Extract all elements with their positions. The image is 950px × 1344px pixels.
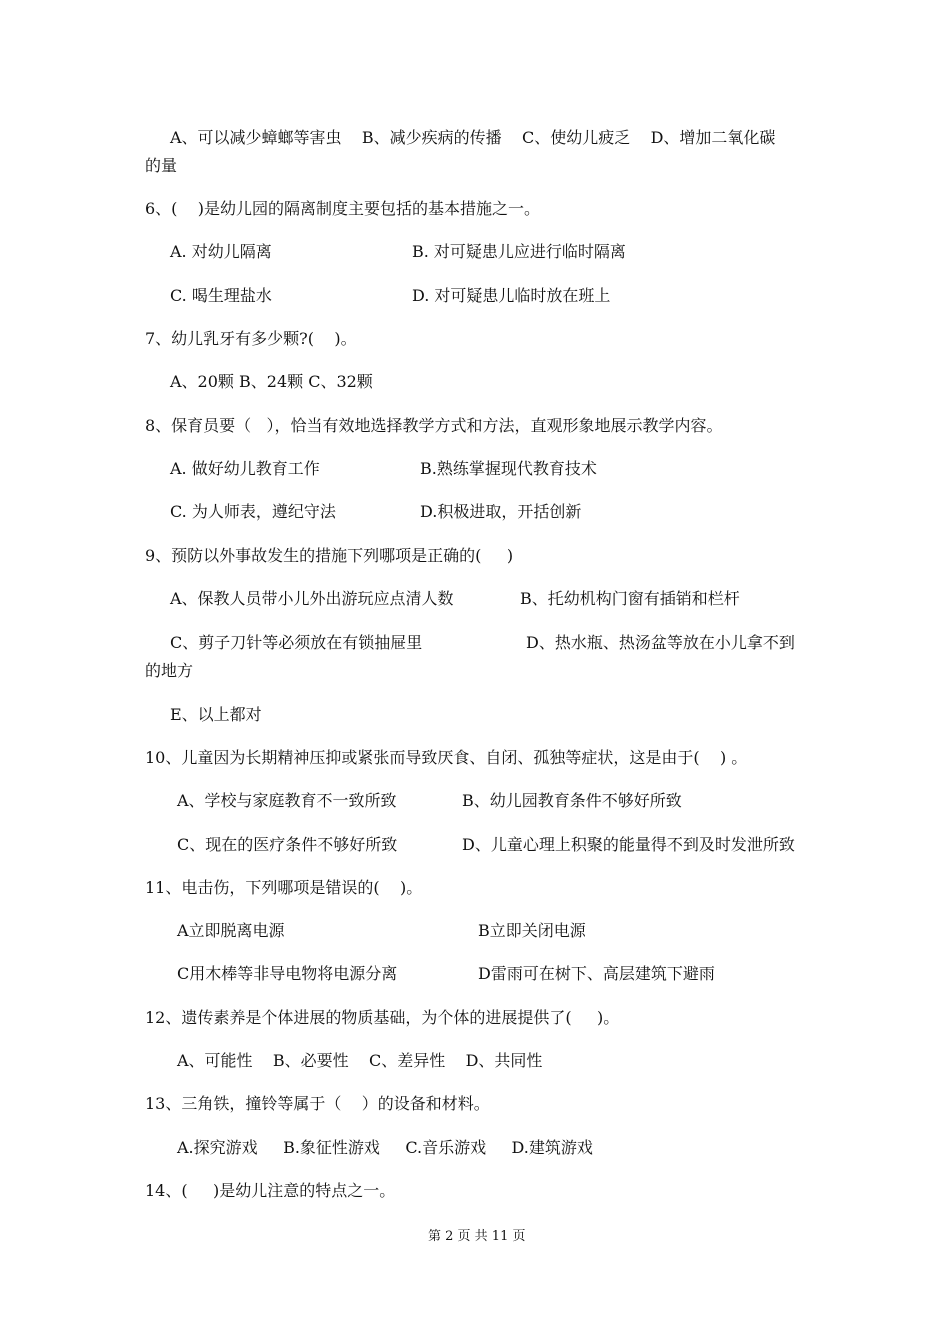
- q5-options: A、可以减少蟑螂等害虫 B、减少疾病的传播 C、使幼儿疲乏 D、增加二氧化碳: [170, 128, 776, 147]
- q8-option-d: D.积极进取，开括创新: [420, 502, 582, 521]
- q7-stem: 7、幼儿乳牙有多少颗?( )。: [145, 329, 357, 348]
- q8-stem: 8、保育员要（ ），恰当有效地选择教学方式和方法，直观形象地展示教学内容。: [145, 416, 723, 435]
- q9-option-b: B、托幼机构门窗有插销和栏杆: [520, 589, 740, 608]
- q10-option-c: C、现在的医疗条件不够好所致: [177, 835, 398, 854]
- q10-stem: 10、儿童因为长期精神压抑或紧张而导致厌食、自闭、孤独等症状，这是由于( ) 。: [145, 748, 748, 767]
- q9-option-d-cont: 的地方: [145, 661, 194, 680]
- q13-options: A.探究游戏 B.象征性游戏 C.音乐游戏 D.建筑游戏: [177, 1138, 593, 1157]
- q6-option-a: A. 对幼儿隔离: [170, 242, 272, 261]
- q10-option-a: A、学校与家庭教育不一致所致: [177, 791, 397, 810]
- q9-stem: 9、预防以外事故发生的措施下列哪项是正确的( ): [145, 546, 514, 565]
- q6-stem: 6、( )是幼儿园的隔离制度主要包括的基本措施之一。: [145, 199, 541, 218]
- q7-options: A、20颗 B、24颗 C、32颗: [170, 372, 373, 391]
- q8-option-b: B.熟练掌握现代教育技术: [420, 459, 597, 478]
- q9-option-d: D、热水瓶、热汤盆等放在小儿拿不到: [526, 633, 795, 652]
- q6-option-d: D. 对可疑患儿临时放在班上: [412, 286, 611, 305]
- q6-option-c: C. 喝生理盐水: [170, 286, 272, 305]
- q9-option-a: A、保教人员带小儿外出游玩应点清人数: [170, 589, 454, 608]
- q12-stem: 12、遗传素养是个体进展的物质基础，为个体的进展提供了( )。: [145, 1008, 620, 1027]
- q11-option-b: B立即关闭电源: [478, 921, 586, 940]
- q8-option-a: A. 做好幼儿教育工作: [170, 459, 320, 478]
- q9-option-e: E、以上都对: [170, 705, 262, 724]
- q6-option-b: B. 对可疑患儿应进行临时隔离: [412, 242, 626, 261]
- q13-stem: 13、三角铁，撞铃等属于（ ）的设备和材料。: [145, 1094, 490, 1113]
- q8-option-c: C. 为人师表，遵纪守法: [170, 502, 336, 521]
- q11-option-d: D雷雨可在树下、高层建筑下避雨: [478, 964, 715, 983]
- q11-option-c: C用木棒等非导电物将电源分离: [177, 964, 398, 983]
- q14-stem: 14、( )是幼儿注意的特点之一。: [145, 1181, 396, 1200]
- q12-options: A、可能性 B、必要性 C、差异性 D、共同性: [177, 1051, 543, 1070]
- q10-option-b: B、幼儿园教育条件不够好所致: [462, 791, 682, 810]
- q11-stem: 11、电击伤，下列哪项是错误的( )。: [145, 878, 423, 897]
- q11-option-a: A立即脱离电源: [177, 921, 285, 940]
- page-number-footer: 第 2 页 共 11 页: [428, 1229, 526, 1244]
- q5-options-cont: 的量: [145, 156, 178, 175]
- q10-option-d: D、儿童心理上积聚的能量得不到及时发泄所致: [462, 835, 795, 854]
- q9-option-c: C、剪子刀针等必须放在有锁抽屉里: [170, 633, 423, 652]
